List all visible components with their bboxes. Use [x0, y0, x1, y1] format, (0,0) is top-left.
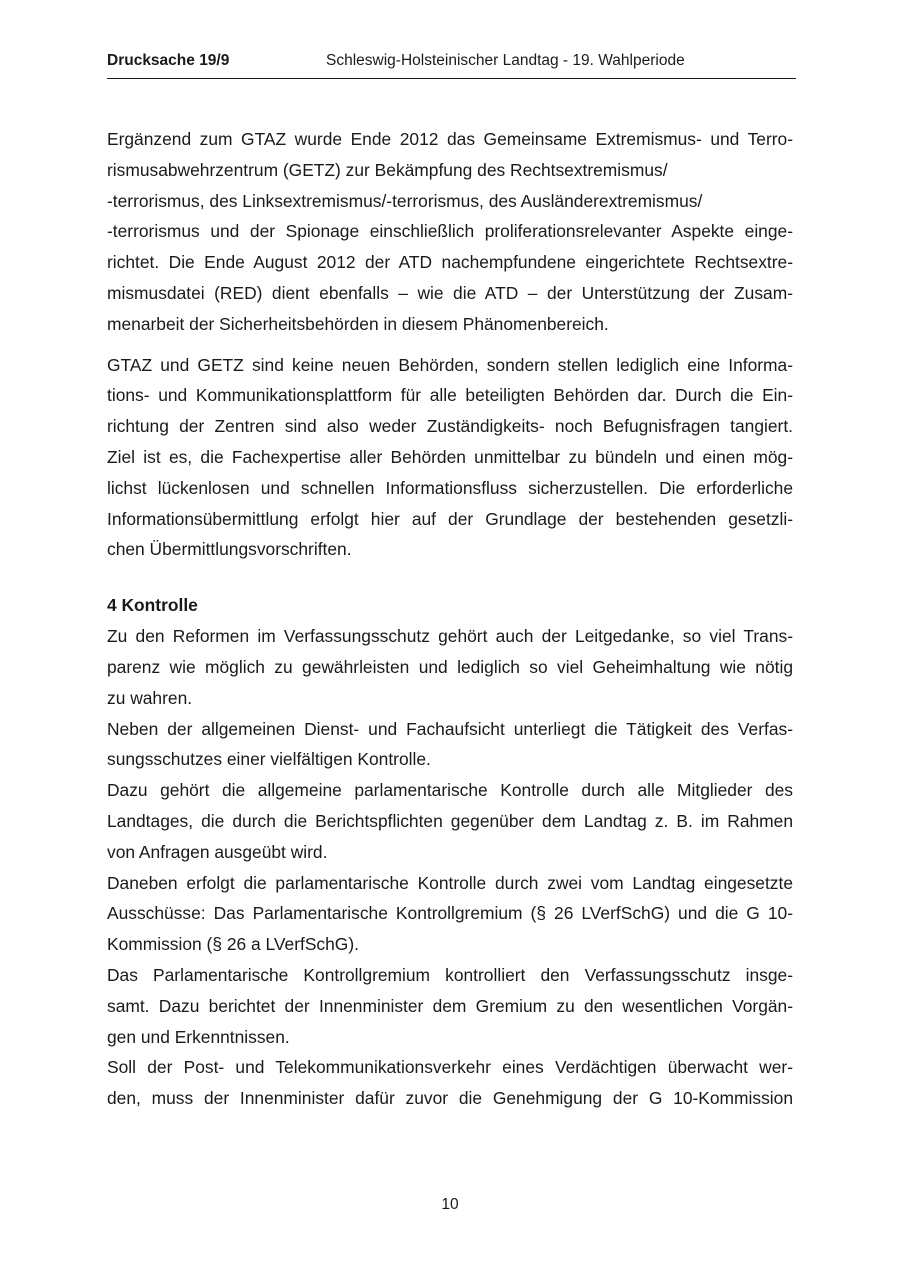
document-number: Drucksache 19/9 [107, 52, 230, 69]
text-line: Daneben erfolgt die parlamentarische Kontrolle durch zwei vom Landtag eingesetzte [107, 872, 793, 893]
text-line: gen und Erkenntnissen. [107, 1026, 290, 1047]
text-line: Informationsübermittlung erfolgt hier auf der Grundlage der bestehenden gesetzli- [107, 508, 793, 529]
text-line: Soll der Post- und Telekommunikationsverkehr eines Verdächtigen überwacht wer- [107, 1057, 793, 1078]
text-line: samt. Dazu berichtet der Innenminister dem Gremium zu den wesentlichen Vorgän- [107, 995, 793, 1016]
page-header [107, 52, 796, 79]
text-line: Neben der allgemeinen Dienst- und Fachaufsicht unterliegt die Tätigkeit des Verfas- [107, 718, 793, 739]
paragraph-g10-commission [107, 1052, 793, 1114]
text-line: Ausschüsse: Das Parlamentarische Kontrollgremium (§ 26 LVerfSchG) und die G 10- [107, 903, 793, 924]
text-line: Zu den Reformen im Verfassungsschutz gehört auch der Leitgedanke, so viel Trans- [107, 626, 793, 647]
paragraph-committees [107, 868, 793, 960]
text-line: Landtages, die durch die Berichtspflichten gegenüber dem Landtag z. B. im Rahmen [107, 810, 793, 831]
text-line: GTAZ und GETZ sind keine neuen Behörden, sondern stellen lediglich eine Informa- [107, 354, 793, 375]
text-line: den, muss der Innenminister dafür zuvor die Genehmigung der G 10-Kommission [107, 1088, 793, 1109]
section-heading: 4 Kontrolle [107, 595, 198, 616]
text-line: Ergänzend zum GTAZ wurde Ende 2012 das Gemeinsame Extremismus- und Terro- [107, 129, 793, 149]
text-line: tions- und Kommunikationsplattform für alle beteiligten Behörden dar. Durch die Ein- [107, 385, 793, 406]
text-line: zu wahren. [107, 687, 193, 708]
text-line: Kommission (§ 26 a LVerfSchG). [107, 934, 359, 955]
text-line: Ziel ist es, die Fachexpertise aller Behörden unmittelbar zu bündeln und einen mög- [107, 446, 793, 467]
text-line: lichst lückenlosen und schnellen Informationsfluss sicherzustellen. Die erforderliche [107, 477, 793, 498]
text-line: Das Parlamentarische Kontrollgremium kontrolliert den Verfassungsschutz insge- [107, 964, 793, 985]
text-line: Dazu gehört die allgemeine parlamentarische Kontrolle durch alle Mitglieder des [107, 780, 793, 801]
text-line: rismusabwehrzentrum (GETZ) zur Bekämpfung des Rechtsextremismus/ [107, 159, 668, 180]
paragraph-getz [107, 124, 793, 340]
text-line: menarbeit der Sicherheitsbehörden in diesem Phänomenbereich. [107, 313, 609, 334]
paragraph-parliamentary-control [107, 775, 793, 867]
parliament-title: Schleswig-Holsteinischer Landtag - 19. Wahlperiode [326, 52, 685, 69]
document-body [107, 124, 793, 1114]
paragraph-reforms [107, 621, 793, 713]
paragraph-gtaz-getz [107, 350, 793, 566]
text-line: -terrorismus, des Linksextremismus/-terrorismus, des Ausländerextremismus/ [107, 190, 703, 211]
paragraph-control-panel [107, 960, 793, 1052]
page-number: 10 [441, 1196, 459, 1213]
text-line: von Anfragen ausgeübt wird. [107, 841, 328, 862]
text-line: sungsschutzes einer vielfältigen Kontrolle. [107, 749, 431, 770]
paragraph-supervision [107, 714, 793, 776]
text-line: -terrorismus und der Spionage einschließlich proliferationsrelevanter Aspekte einge- [107, 221, 793, 242]
text-line: mismusdatei (RED) dient ebenfalls – wie die ATD – der Unterstützung der Zusam- [107, 282, 793, 303]
text-line: parenz wie möglich zu gewährleisten und lediglich so viel Geheimhaltung wie nötig [107, 656, 793, 677]
text-line: chen Übermittlungsvorschriften. [107, 539, 352, 560]
text-line: richtet. Die Ende August 2012 der ATD nachempfundene eingerichtete Rechtsextre- [107, 252, 793, 273]
text-line: richtung der Zentren sind also weder Zuständigkeits- noch Befugnisfragen tangiert. [107, 416, 793, 437]
